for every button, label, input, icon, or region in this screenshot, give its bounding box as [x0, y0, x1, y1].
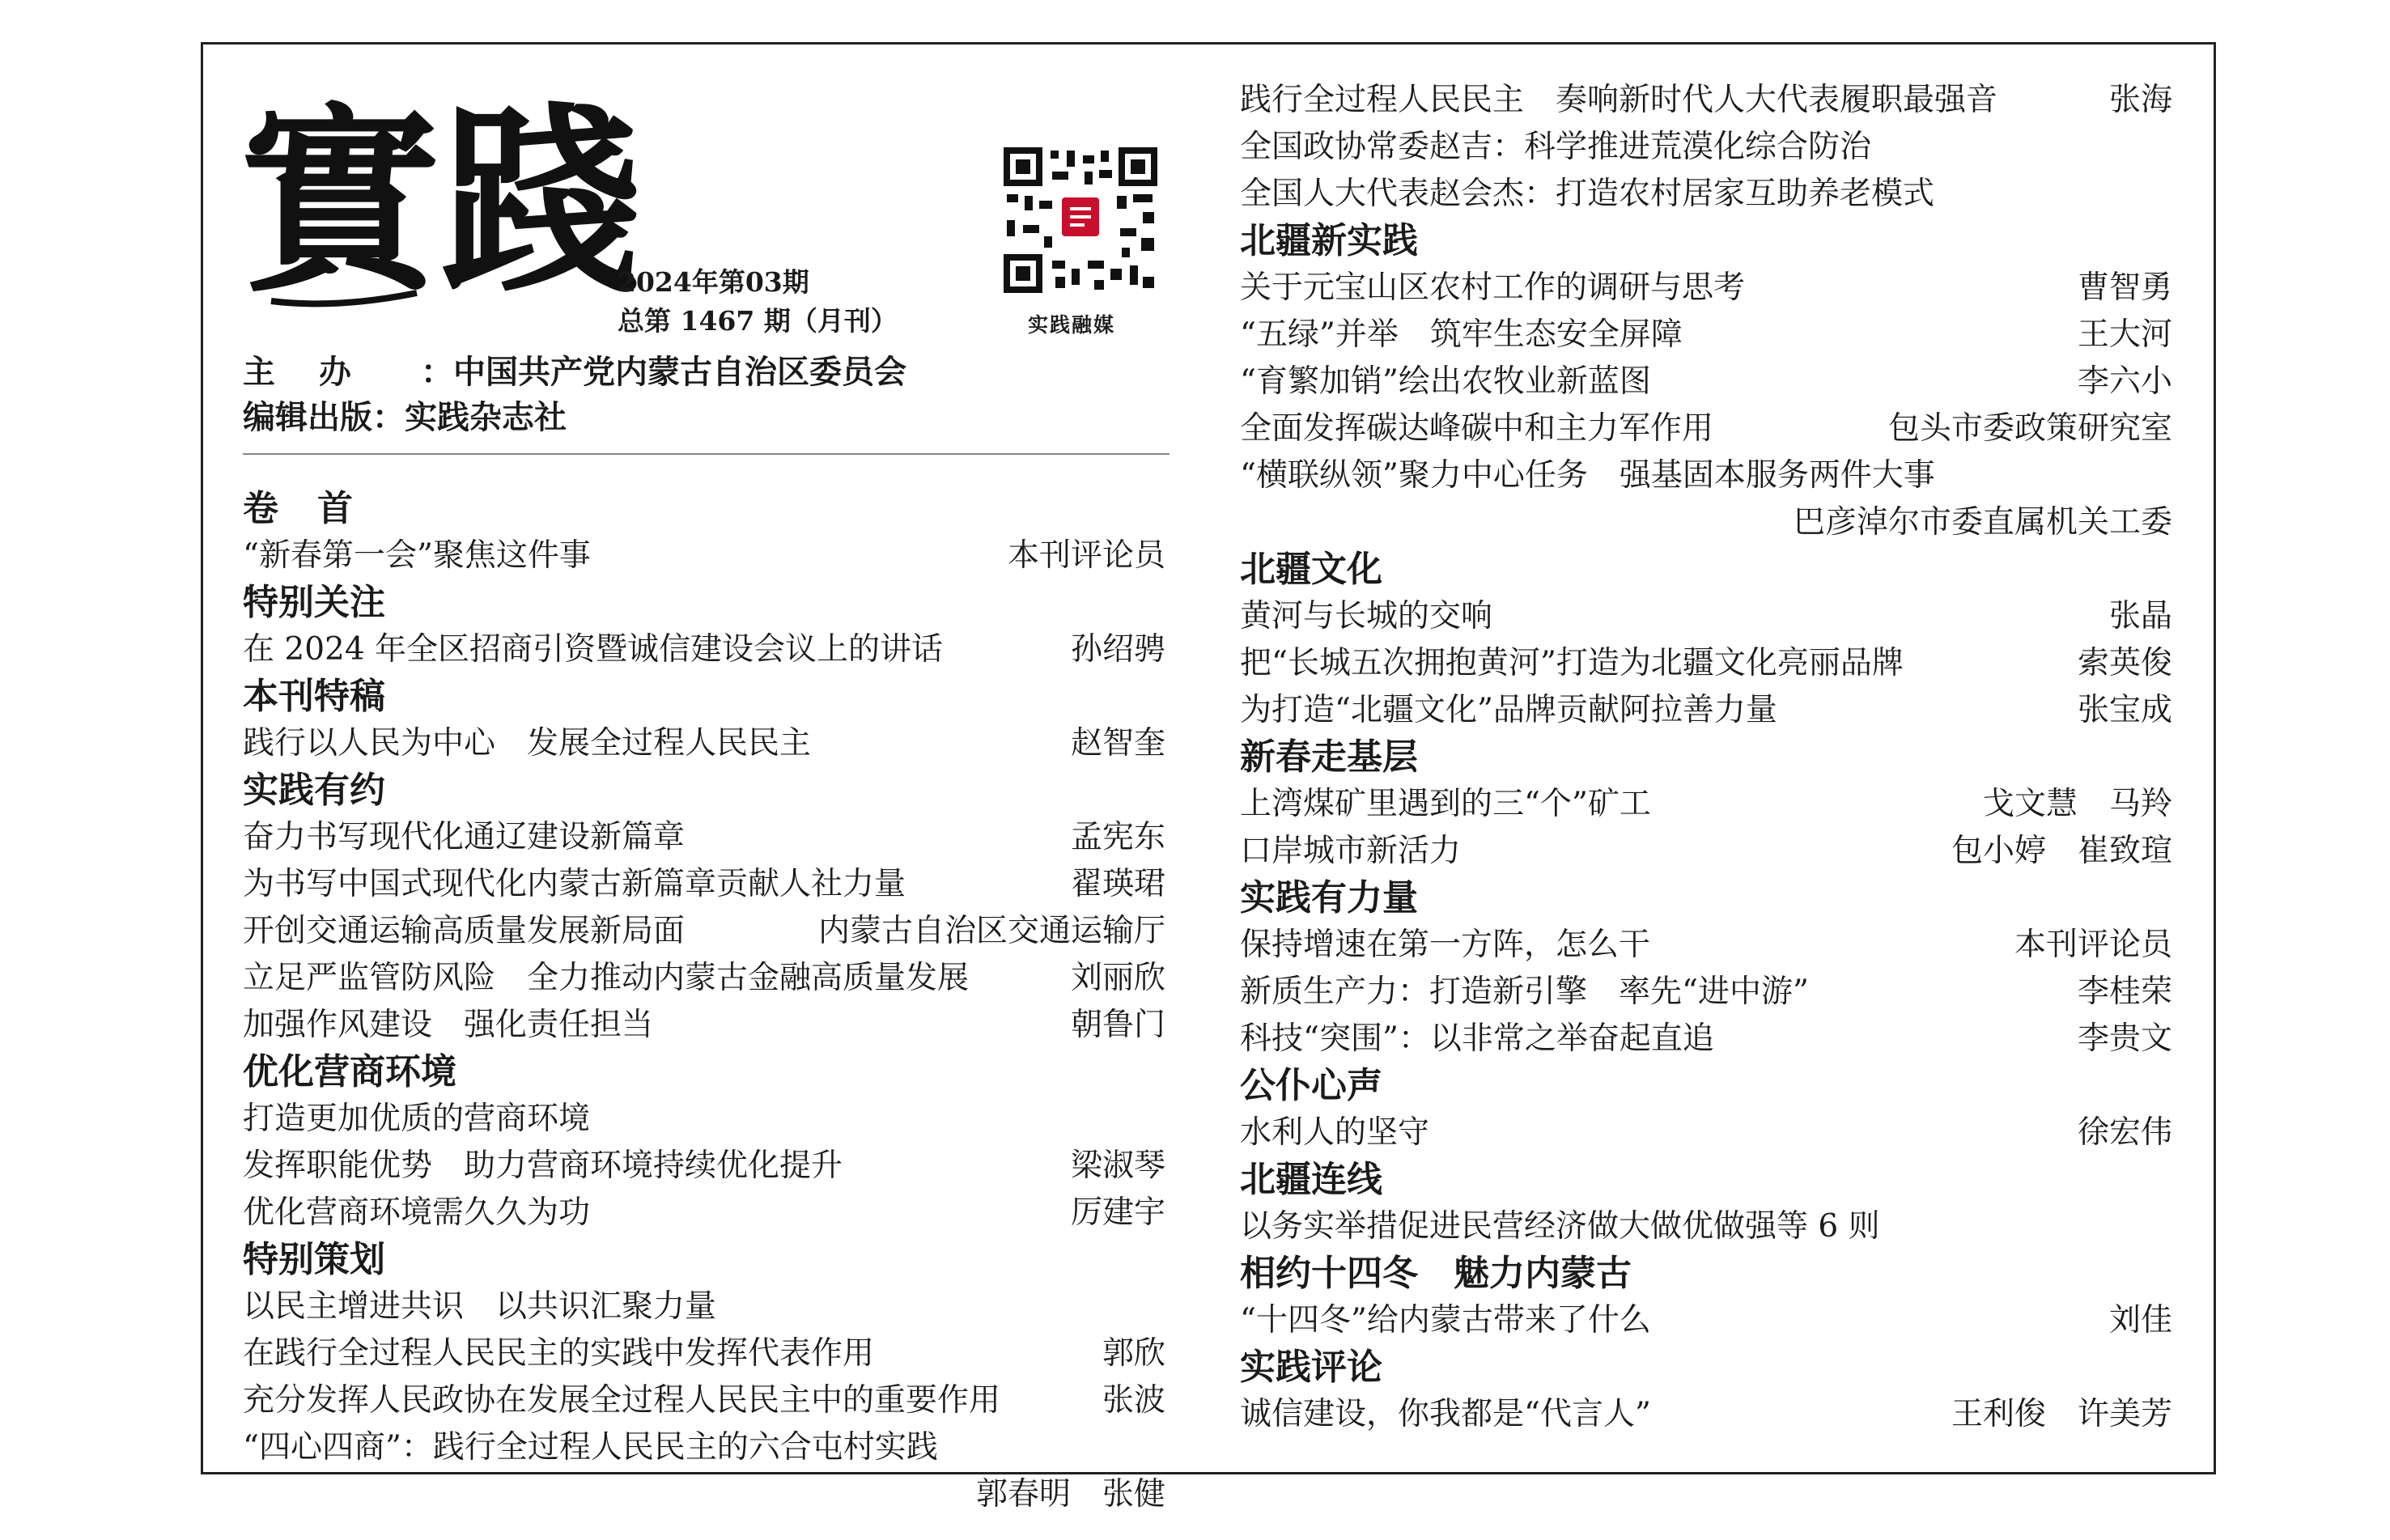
article-title[interactable]: 把“长城五次拥抱黄河”打造为北疆文化亮丽品牌	[1240, 645, 1904, 681]
article-author: 孙绍骋	[1070, 631, 1165, 668]
section-heading: 实践评论	[1240, 1347, 1382, 1388]
article-title[interactable]: “横联纵领”聚力中心任务 强基固本服务两件大事	[1240, 457, 1935, 494]
article-title[interactable]: 新质生产力：打造新引擎 率先“进中游”	[1240, 974, 1809, 1010]
publisher-info	[243, 350, 906, 440]
toc-entry[interactable]	[243, 1283, 1165, 1330]
toc-entry[interactable]	[1240, 687, 2172, 734]
logo-text: 實踐	[239, 83, 643, 320]
article-title[interactable]: 以民主增进共识 以共识汇聚力量	[243, 1288, 717, 1325]
toc-entry[interactable]	[1240, 969, 2172, 1016]
article-title[interactable]: “新春第一会”聚焦这件事	[243, 537, 591, 574]
article-author: 郭春明 张健	[975, 1476, 1165, 1512]
article-title[interactable]: 诚信建设，你我都是“代言人”	[1240, 1396, 1651, 1432]
publisher-value: 实践杂志社	[405, 399, 567, 436]
article-title[interactable]: “四心四商”：践行全过程人民民主的六合屯村实践	[243, 1429, 938, 1466]
article-title[interactable]: 为打造“北疆文化”品牌贡献阿拉善力量	[1240, 692, 1777, 728]
qr-code-icon[interactable]	[1004, 147, 1157, 293]
article-author: 厉建宇	[1070, 1194, 1165, 1231]
magazine-logo	[239, 58, 643, 325]
toc-entry[interactable]	[243, 1096, 1165, 1143]
toc-entry[interactable]	[243, 861, 1165, 908]
article-title[interactable]: 保持增速在第一方阵，怎么干	[1240, 927, 1651, 963]
toc-entry[interactable]	[1240, 1016, 2172, 1063]
article-title[interactable]: 全国政协常委赵吉：科学推进荒漠化综合防治	[1240, 129, 1872, 165]
section-heading: 卷首	[243, 488, 392, 529]
toc-entry[interactable]	[243, 908, 1165, 955]
toc-entry[interactable]	[1240, 593, 2172, 640]
toc-entry[interactable]	[243, 1002, 1165, 1049]
article-author: 王大河	[2077, 316, 2172, 353]
toc-entry[interactable]	[1240, 452, 2172, 499]
sponsor-value: 中国共产党内蒙古自治区委员会	[453, 354, 906, 391]
publisher-label: 编辑出版：	[243, 399, 405, 436]
article-author: 本刊评论员	[1007, 537, 1165, 574]
article-title[interactable]: 立足严监管防风险 全力推动内蒙古金融高质量发展	[243, 960, 970, 996]
article-author: 包小婷 崔致瑄	[1951, 833, 2172, 869]
article-author: 李桂荣	[2077, 974, 2172, 1010]
article-title[interactable]: 以务实举措促进民营经济做大做优做强等 6 则	[1240, 1208, 1880, 1245]
article-author: 赵智奎	[1070, 725, 1165, 762]
article-title[interactable]: 加强作风建设 强化责任担当	[243, 1007, 654, 1043]
article-title[interactable]: 为书写中国式现代化内蒙古新篇章贡献人社力量	[243, 866, 906, 902]
toc-entry[interactable]	[243, 1330, 1165, 1377]
article-author: 张宝成	[2077, 692, 2172, 728]
section-heading: 北疆连线	[1240, 1159, 1382, 1200]
toc-entry[interactable]	[1240, 171, 2172, 218]
toc-entry[interactable]	[1240, 1391, 2172, 1438]
article-title[interactable]: 充分发挥人民政协在发展全过程人民民主中的重要作用	[243, 1382, 1001, 1419]
article-title[interactable]: 全面发挥碳达峰碳中和主力军作用	[1240, 410, 1714, 447]
toc-entry[interactable]	[1240, 1203, 2172, 1250]
article-title[interactable]: 全国人大代表赵会杰：打造农村居家互助养老模式	[1240, 176, 1935, 212]
section-heading: 北疆新实践	[1240, 220, 1418, 261]
article-title[interactable]: 发挥职能优势 助力营商环境持续优化提升	[243, 1148, 843, 1184]
toc-entry[interactable]	[1240, 124, 2172, 171]
toc-entry[interactable]	[243, 720, 1165, 767]
article-author: 索英俊	[2077, 645, 2172, 681]
section-heading: 新春走基层	[1240, 736, 1418, 778]
article-title[interactable]: 科技“突围”：以非常之举奋起直追	[1240, 1020, 1714, 1057]
article-title[interactable]: 口岸城市新活力	[1240, 833, 1462, 869]
toc-entry[interactable]	[1240, 312, 2172, 358]
article-title[interactable]: “五绿”并举 筑牢生态安全屏障	[1240, 316, 1683, 353]
section-heading: 公仆心声	[1240, 1065, 1382, 1106]
sponsor-colon: ：	[421, 354, 453, 391]
article-title[interactable]: 践行全过程人民民主 奏响新时代人大代表履职最强音	[1240, 82, 1998, 118]
article-author: 徐宏伟	[2077, 1114, 2172, 1151]
article-title[interactable]: 优化营商环境需久久为功	[243, 1194, 591, 1231]
article-author: 包头市委政策研究室	[1887, 410, 2172, 447]
toc-entry[interactable]	[1240, 358, 2172, 405]
article-author: 内蒙古自治区交通运输厅	[817, 913, 1165, 949]
article-author: 朝鲁门	[1070, 1007, 1165, 1043]
toc-entry[interactable]	[243, 1143, 1165, 1190]
toc-entry[interactable]	[1240, 405, 2172, 452]
toc-entry[interactable]	[1240, 1297, 2172, 1344]
article-author: 张波	[1102, 1382, 1165, 1419]
section-heading: 优化营商环境	[243, 1051, 456, 1092]
total-issue: 总第 1467 期（月刊）	[618, 305, 898, 337]
article-title[interactable]: “育繁加销”绘出农牧业新蓝图	[1240, 363, 1651, 400]
toc-entry[interactable]	[1240, 828, 2172, 875]
toc-entry[interactable]	[243, 955, 1165, 1002]
article-title[interactable]: 上湾煤矿里遇到的三“个”矿工	[1240, 786, 1651, 822]
article-title[interactable]: 黄河与长城的交响	[1240, 598, 1493, 634]
article-author: 李贵文	[2077, 1020, 2172, 1057]
toc-entry[interactable]	[243, 814, 1165, 861]
article-author: 本刊评论员	[2014, 927, 2172, 963]
divider	[243, 453, 1170, 455]
article-author: 郭欣	[1102, 1335, 1165, 1372]
article-title[interactable]: 打造更加优质的营商环境	[243, 1101, 591, 1137]
article-title[interactable]: 奋力书写现代化通辽建设新篇章	[243, 819, 686, 855]
article-author: 翟瑛珺	[1070, 866, 1165, 902]
section-heading: 实践有约	[243, 770, 385, 811]
article-title[interactable]: 开创交通运输高质量发展新局面	[243, 913, 686, 949]
section-heading: 特别策划	[243, 1239, 385, 1280]
toc-entry[interactable]	[243, 626, 1165, 673]
article-author: 张晶	[2108, 598, 2172, 634]
article-author: 曹智勇	[2077, 269, 2172, 306]
article-title[interactable]: 在 2024 年全区招商引资暨诚信建设会议上的讲话	[243, 631, 944, 668]
article-author: 梁淑琴	[1070, 1148, 1165, 1184]
article-author: 王利俊 许美芳	[1951, 1396, 2172, 1432]
issue-info	[618, 263, 898, 341]
toc-entry[interactable]	[1240, 640, 2172, 687]
article-author: 李六小	[2077, 363, 2172, 400]
article-title[interactable]: 关于元宝山区农村工作的调研与思考	[1240, 269, 1746, 306]
toc-entry[interactable]	[243, 532, 1165, 579]
toc-entry[interactable]	[1240, 77, 2172, 124]
article-author: 刘丽欣	[1070, 960, 1165, 996]
qr-label: 实践融媒	[1028, 313, 1116, 337]
toc-entry[interactable]	[243, 1190, 1165, 1237]
toc-entry[interactable]	[1240, 781, 2172, 828]
article-author: 刘佳	[2108, 1302, 2172, 1338]
toc-entry[interactable]	[243, 1377, 1165, 1424]
section-heading: 特别关注	[243, 582, 385, 623]
article-author: 孟宪东	[1070, 819, 1165, 855]
section-heading: 本刊特稿	[243, 676, 385, 717]
article-author: 戈文慧 马羚	[1982, 786, 2172, 822]
issue-number: 2024年第03期	[618, 266, 809, 298]
section-heading: 相约十四冬 魅力内蒙古	[1240, 1253, 1632, 1294]
article-author: 巴彦淖尔市委直属机关工委	[1793, 504, 2172, 541]
toc-entry[interactable]	[243, 1424, 1165, 1471]
article-title[interactable]: 在践行全过程人民民主的实践中发挥代表作用	[243, 1335, 875, 1372]
article-title[interactable]: 践行以人民为中心 发展全过程人民民主	[243, 725, 812, 762]
toc-entry[interactable]	[1240, 1109, 2172, 1156]
section-heading: 实践有力量	[1240, 877, 1418, 918]
toc-right-column	[1240, 77, 2172, 1438]
toc-left-column	[243, 486, 1165, 1518]
section-heading: 北疆文化	[1240, 549, 1382, 590]
article-title[interactable]: “十四冬”给内蒙古带来了什么	[1240, 1302, 1651, 1338]
toc-entry[interactable]	[1240, 265, 2172, 312]
toc-entry[interactable]	[1240, 922, 2172, 969]
article-author: 张海	[2108, 82, 2172, 118]
article-title[interactable]: 水利人的坚守	[1240, 1114, 1430, 1151]
sponsor-label: 主办	[243, 354, 395, 391]
